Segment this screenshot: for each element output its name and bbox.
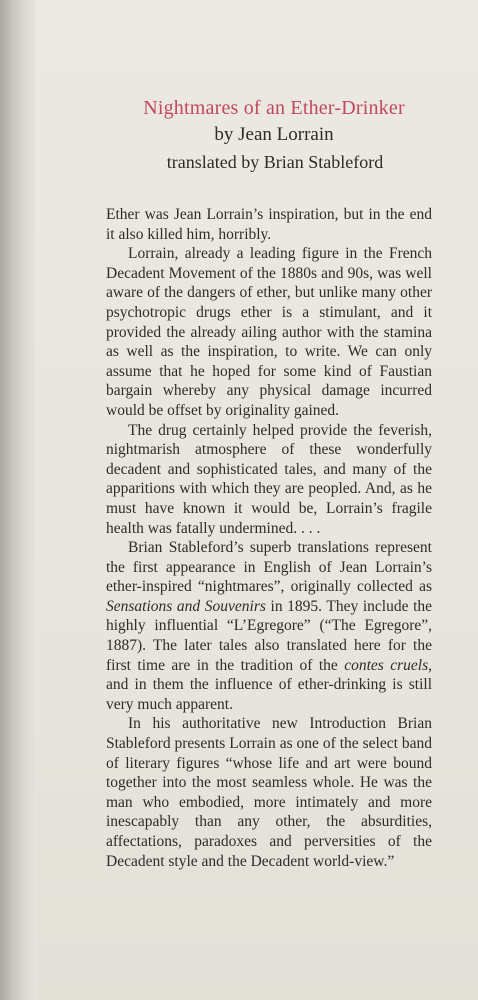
blurb-p4-part-c: in 1895. They include the highly influential “L’Egregore” (“The Egregore”, 1887). The later tales also translated here for the first time are in the tradition of the	[106, 597, 432, 674]
blurb-p4-part-a: Brian Stableford’s superb translations represent the first appearance in English of Jean Lorrain’s ether-inspired “nightmares”, originally collected as	[106, 539, 432, 596]
blurb-paragraph-1: Ether was Jean Lorrain’s inspiration, but in the end it also killed him, horribly.	[106, 206, 432, 243]
blurb-paragraph-2: Lorrain, already a leading figure in the French Decadent Movement of the 1880s and 90s, was well aware of the dangers of ether, but unlike many other psychotropic drugs ether is a stimulant, and it provided the already ailing author with the stamina as well as the inspiration, to write. We can only assume that he hoped for some kind of Faustian bargain whereby any physical damage incurred would be offset by originality gained.	[106, 245, 432, 419]
blurb-p4-italic-title: Sensations and Souvenirs	[106, 597, 266, 615]
blurb-p4-part-e: , and in them the influence of ether-drinking is still very much apparent.	[106, 656, 432, 713]
blurb-p4-italic-term: contes cruels	[344, 656, 429, 674]
jacket-fold-shadow	[0, 0, 36, 1000]
flap-header	[36, 96, 478, 175]
blurb-text	[106, 205, 432, 871]
book-title: Nightmares of an Ether-Drinker	[143, 97, 405, 119]
blurb-paragraph-4	[106, 538, 432, 714]
blurb-paragraph-3: The drug certainly helped provide the feverish, nightmarish atmosphere of these wonderfully decadent and sophisticated tales, and many of the apparitions with which they are peopled. And, as he must have known it would be, Lorrain’s fragile health was fatally undermined. . . .	[106, 421, 432, 537]
book-translator: translated by Brian Stableford	[166, 152, 384, 172]
book-author: by Jean Lorrain	[214, 124, 334, 145]
blurb-paragraph-5: In his authoritative new Introduction Brian Stableford presents Lorrain as one of the select band of literary figures “whose life and art were bound together into the most seamless whole. He was the man who embodied, more intimately and more inescapably than any other, the absurdities, affectations, paradoxes and perversities of the Decadent style and the Decadent world-view.”	[106, 715, 432, 870]
